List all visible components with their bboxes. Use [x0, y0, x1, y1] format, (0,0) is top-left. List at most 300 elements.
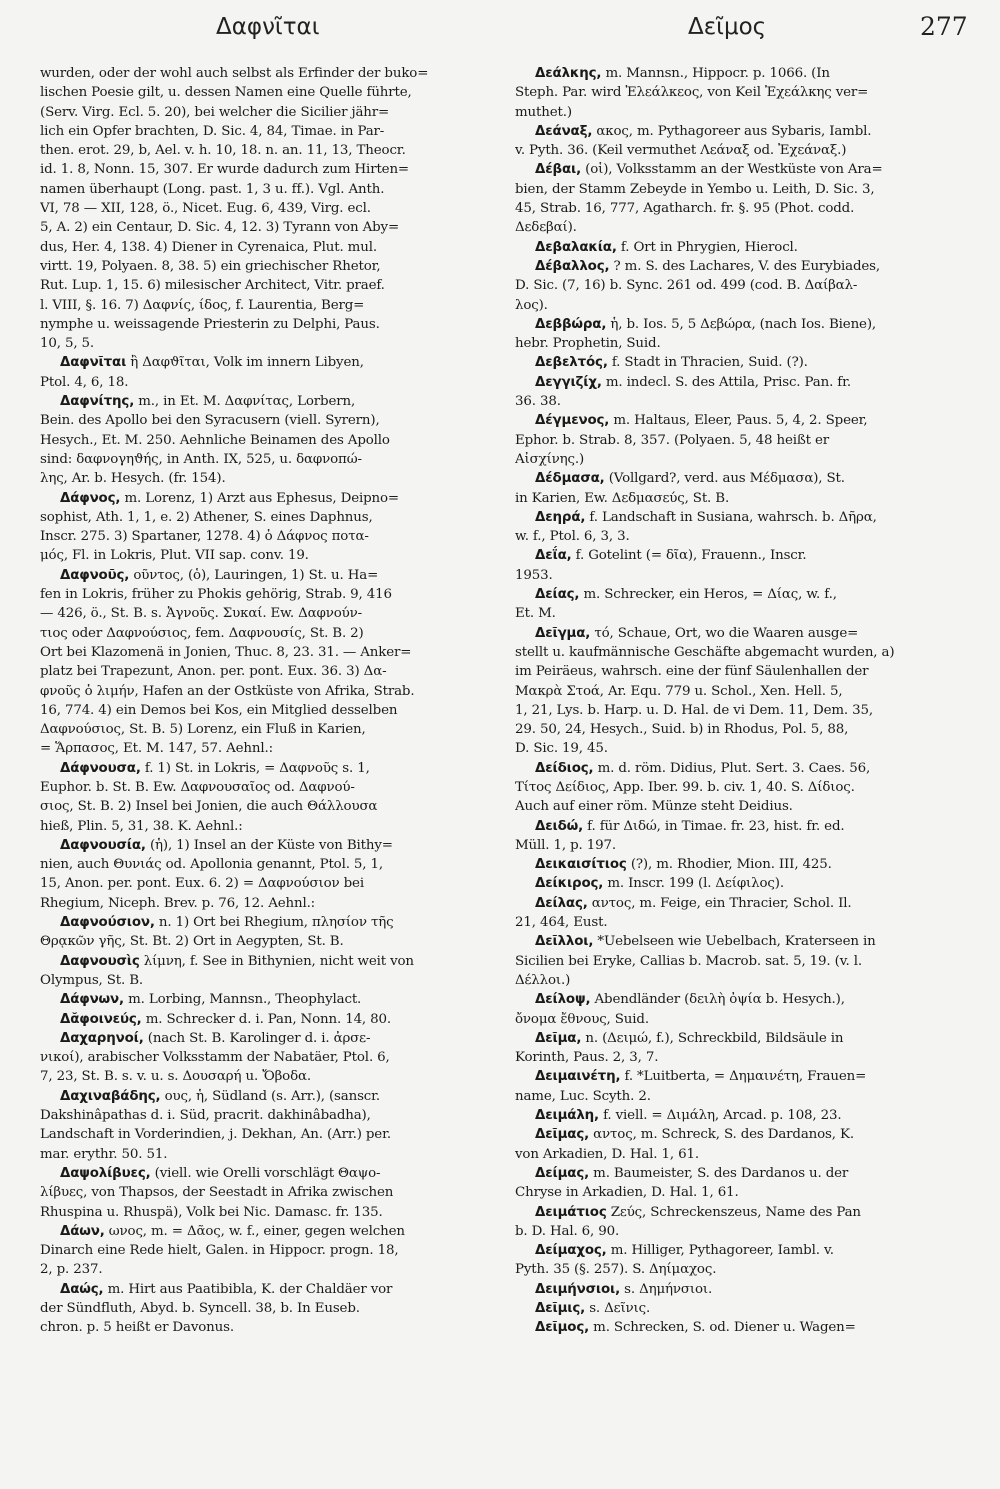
entry-text: sind: δαφνογηϑής, in Anth. IX, 525, u. δαφνοπώ- [40, 451, 362, 467]
entry-line [515, 1241, 972, 1260]
entry-text: 10, 5, 5. [40, 336, 95, 352]
entry-line [515, 1280, 972, 1299]
text-line [40, 334, 492, 353]
text-line [40, 469, 492, 488]
headword: Δεῖλλοι, [535, 934, 594, 950]
text-line [515, 701, 972, 720]
entry-text: λίβυες, von Thapsos, der Seestadt in Afrika zwischen [40, 1185, 394, 1201]
entry-text: ? m. S. des Lachares, V. des Eurybiades, [609, 258, 881, 274]
entry-text: 7, 23, St. B. s. v. u. s. Δουσαρή u. Ὄβοδα. [40, 1069, 312, 1085]
entry-line [515, 373, 972, 392]
text-line [40, 141, 492, 160]
text-line [515, 643, 972, 662]
text-line [40, 624, 492, 643]
entry-text: lischen Poesie gilt, u. dessen Namen eine Quelle führte, [40, 85, 412, 101]
text-line [515, 218, 972, 237]
text-line [40, 1260, 492, 1279]
entry-line [515, 1318, 972, 1337]
entry-text: m. Schrecker, ein Heros, = Δίας, w. f., [579, 587, 837, 603]
entry-text: f. Stadt in Thracien, Suid. (?). [607, 355, 808, 371]
entry-line [515, 315, 972, 334]
headword: Δειμάτιος [535, 1204, 607, 1220]
entry-line [40, 1029, 492, 1048]
entry-line [40, 1280, 492, 1299]
entry-line [40, 353, 492, 372]
headword: Δεικαισίτιος [535, 857, 627, 873]
entry-text: (ἡ), 1) Insel an der Küste von Bithy= [145, 837, 393, 853]
headword: Δαχιναβάδης, [60, 1088, 161, 1104]
entry-text: λίμνη, f. See in Bithynien, nicht weit von [139, 953, 414, 969]
entry-text: Rhegium, Niceph. Brev. p. 76, 12. Aehnl.: [40, 895, 316, 911]
headword: Δέδμασα, [535, 471, 605, 487]
entry-line [40, 836, 492, 855]
text-line [515, 971, 972, 990]
entry-text: Abendländer (δειλὴ ὀψία b. Hesych.), [590, 992, 845, 1008]
text-line [40, 373, 492, 392]
left-column [40, 64, 492, 1338]
entry-text: 2, p. 237. [40, 1262, 103, 1278]
entry-text: Et. M. [515, 606, 556, 622]
headword: Δεγγιζίχ, [535, 374, 602, 390]
entry-text: lich ein Opfer brachten, D. Sic. 4, 84, Timae. in Par- [40, 123, 385, 139]
text-line [40, 411, 492, 430]
entry-line [40, 952, 492, 971]
entry-text: Μακρὰ Στοά, Ar. Equ. 779 u. Schol., Xen. Hell. 5, [515, 683, 843, 699]
text-line [40, 1203, 492, 1222]
entry-text: Δεδεβαί). [515, 220, 577, 236]
entry-text: f. Landschaft in Susiana, wahrsch. b. Δῆρα, [585, 509, 877, 525]
entry-text: der Sündfluth, Abyd. b. Syncell. 38, b. In Euseb. [40, 1301, 360, 1316]
entry-text: σιος, St. B. 2) Insel bei Jonien, die auch Θάλλουσα [40, 799, 378, 815]
entry-text: 36. 38. [515, 394, 561, 410]
entry-line [40, 1222, 492, 1241]
text-line [40, 971, 492, 990]
entry-text: v. Pyth. 36. (Keil vermuthet Λεάναξ od. Ἐχεάναξ.) [515, 143, 847, 159]
entry-text: D. Sic. (7, 16) b. Sync. 261 od. 499 (cod. B. Δαίβαλ- [515, 278, 858, 294]
entry-text: f. für Διδώ, in Timae. fr. 23, hist. fr. ed. [583, 818, 845, 834]
headword: Δείλοψ, [535, 992, 591, 1008]
text-line [40, 739, 492, 758]
headword: Δείδιος, [535, 760, 594, 776]
text-line [40, 1048, 492, 1067]
headword: Δαχαρηνοί, [60, 1030, 144, 1046]
entry-text: m. indecl. S. des Attila, Prisc. Pan. fr. [601, 374, 851, 390]
entry-text: 21, 464, Eust. [515, 915, 608, 931]
entry-line [40, 1010, 492, 1029]
text-line [40, 1106, 492, 1125]
headword: Δαφνουσὶς [60, 953, 140, 969]
entry-line [515, 585, 972, 604]
headword: Δείμας, [535, 1165, 590, 1181]
entry-text: τιος oder Δαφνούσιος, fem. Δαφνουσίς, St. B. 2) [40, 625, 364, 641]
headword: Δαφνοῦς, [60, 567, 130, 583]
text-line [515, 913, 972, 932]
text-line [515, 431, 972, 450]
entry-text: Inscr. 275. 3) Spartaner, 1278. 4) ὁ Δάφνος ποτα- [40, 529, 369, 545]
entry-line [515, 122, 972, 141]
entry-text: Ephor. b. Strab. 8, 357. (Polyaen. 5, 48 heißt er [515, 432, 830, 448]
entry-text: m. Baumeister, S. des Dardanos u. der [589, 1165, 849, 1181]
entry-text: Dakshinâpathas d. i. Süd, pracrit. dakhinâbadha), [40, 1108, 371, 1124]
text-line [40, 932, 492, 951]
text-line [515, 276, 972, 295]
entry-text: namen überhaupt (Long. past. 1, 3 u. ff.). Vgl. Anth. [40, 181, 385, 197]
text-line [40, 1125, 492, 1144]
entry-text: m. Hirt aus Paatibibla, K. der Chaldäer vor [103, 1281, 393, 1297]
entry-text: von Arkadien, D. Hal. 1, 61. [515, 1146, 699, 1162]
entry-text: VI, 78 — XII, 128, ö., Nicet. Eug. 6, 439, Virg. ecl. [40, 201, 371, 217]
entry-line [515, 1106, 972, 1125]
entry-text: m. Schrecken, S. od. Diener u. Wagen= [589, 1320, 856, 1336]
entry-text: Korinth, Paus. 2, 3, 7. [515, 1050, 659, 1066]
text-line [515, 489, 972, 508]
headword: Δεηρά, [535, 509, 586, 525]
headword: Δεβαλακία, [535, 239, 617, 255]
entry-text: Pyth. 35 (§. 257). S. Δηίμαχος. [515, 1262, 717, 1278]
entry-text: f. viell. = Διμάλη, Arcad. p. 108, 23. [598, 1108, 842, 1124]
right-column [515, 64, 972, 1338]
entry-line [515, 1203, 972, 1222]
entry-text: mar. erythr. 50. 51. [40, 1146, 168, 1162]
entry-text: Chryse in Arkadien, D. Hal. 1, 61. [515, 1185, 739, 1201]
entry-text: hebr. Prophetin, Suid. [515, 336, 661, 352]
entry-line [515, 855, 972, 874]
text-line [515, 1145, 972, 1164]
text-line [40, 894, 492, 913]
entry-text: Ptol. 4, 6, 18. [40, 374, 129, 390]
text-line [40, 238, 492, 257]
text-line [40, 527, 492, 546]
entry-text: Steph. Par. wird Ἑλεάλκεος, von Keil Ἐχεάλκης ver= [515, 85, 869, 101]
entry-text: Δέλλοι.) [515, 972, 571, 988]
entry-text: m. Lorbing, Mannsn., Theophylact. [123, 992, 362, 1008]
entry-line [515, 411, 972, 430]
running-head-right: Δεῖμος [688, 14, 767, 40]
entry-line [40, 489, 492, 508]
entry-text: nien, auch Θυνιάς od. Apollonia genannt, Ptol. 5, 1, [40, 857, 383, 873]
entry-text: 1953. [515, 567, 553, 583]
entry-text: 29. 50, 24, Hesych., Suid. b) in Rhodus, Pol. 5, 88, [515, 722, 849, 738]
entry-text: Θρᾳκῶν γῆς, St. Bt. 2) Ort in Aegypten, St. B. [40, 934, 344, 950]
entry-text: Δαφνούσιος, St. B. 5) Lorenz, ein Fluß in Karien, [40, 722, 366, 738]
headword: Δεῖμας, [535, 1127, 590, 1143]
text-line [515, 1048, 972, 1067]
entry-text: Landschaft in Vorderindien, j. Dekhan, An. (Arr.) per. [40, 1127, 391, 1143]
text-line [515, 450, 972, 469]
text-line [40, 180, 492, 199]
text-line [40, 817, 492, 836]
entry-line [515, 894, 972, 913]
entry-line [515, 1125, 972, 1144]
text-line [40, 874, 492, 893]
text-line [40, 1067, 492, 1086]
entry-line [515, 1067, 972, 1086]
entry-line [515, 238, 972, 257]
headword: Δείμαχος, [535, 1243, 607, 1259]
entry-text: φνοῦς ὁ λιμήν, Hafen an der Ostküste von Afrika, Strab. [40, 683, 415, 699]
entry-text: 1, 21, Lys. b. Harp. u. D. Hal. de vi Dem. 11, Dem. 35, [515, 702, 873, 718]
text-line [515, 662, 972, 681]
entry-text: stellt u. kaufmännische Geschäfte abgemacht wurden, a) [515, 644, 895, 660]
text-line [40, 546, 492, 565]
text-line [40, 450, 492, 469]
entry-text: then. erot. 29, b, Ael. v. h. 10, 18. n. an. 11, 13, Theocr. [40, 143, 406, 159]
text-line [515, 199, 972, 218]
entry-text: m. Hilliger, Pythagoreer, Iambl. v. [606, 1243, 834, 1259]
headword: Δάων, [60, 1223, 105, 1239]
text-line [515, 720, 972, 739]
entry-text: — 426, ö., St. B. s. Ἀγνοῦς. Συκαί. Ew. Δαφνούν- [40, 606, 362, 622]
headword: Δεάναξ, [535, 123, 593, 139]
text-line [515, 141, 972, 160]
text-line [40, 1318, 492, 1337]
entry-text: in Karien, Ew. Δεδμασεύς, St. B. [515, 490, 730, 506]
headword: Δεῖμα, [535, 1030, 582, 1046]
text-line [515, 83, 972, 102]
headword: Δαφνίτης, [60, 394, 135, 410]
headword: Δέγμενος, [535, 413, 610, 429]
entry-text: name, Luc. Scyth. 2. [515, 1088, 651, 1104]
entry-line [515, 817, 972, 836]
text-line [515, 836, 972, 855]
text-line [515, 1183, 972, 1202]
headword: Δάφνων, [60, 992, 124, 1008]
entry-text: (Serv. Virg. Ecl. 5. 20), bei welcher die Sicilier jähr= [40, 104, 390, 120]
text-line [40, 103, 492, 122]
entry-line [515, 469, 972, 488]
headword: Δεάλκης, [535, 66, 602, 81]
text-line [40, 585, 492, 604]
text-line [515, 797, 972, 816]
headword: Δαφνουσία, [60, 837, 146, 853]
text-line [40, 1241, 492, 1260]
entry-line [40, 990, 492, 1009]
entry-text: hieß, Plin. 5, 31, 38. K. Aehnl.: [40, 818, 243, 834]
entry-text: nymphe u. weissagende Priesterin zu Delphi, Paus. [40, 316, 380, 332]
text-line [40, 199, 492, 218]
headword: Δείας, [535, 587, 580, 603]
entry-line [515, 759, 972, 778]
entry-text: f. Gotelint (= δῖα), Frauenn., Inscr. [571, 548, 807, 564]
entry-text: id. 1. 8, Nonn. 15, 307. Er wurde dadurch zum Hirten= [40, 162, 409, 178]
headword: Δᾰφοινεύς, [60, 1011, 142, 1027]
entry-text: s. Δεῖνις. [585, 1301, 651, 1316]
page-number: 277 [920, 12, 968, 41]
entry-line [515, 160, 972, 179]
entry-line [40, 392, 492, 411]
entry-text: (nach St. B. Karolinger d. i. ἀρσε- [143, 1030, 371, 1046]
entry-text: muthet.) [515, 104, 572, 120]
entry-text: *Uebelseen wie Uebelbach, Kraterseen in [593, 934, 876, 950]
headword: Δεΐα, [535, 548, 572, 564]
entry-text: m. Lorenz, 1) Arzt aus Ephesus, Deipno= [120, 490, 399, 506]
entry-text: n. 1) Ort bei Rhegium, πλησίον τῆς [154, 915, 394, 931]
text-line [515, 103, 972, 122]
text-line [40, 431, 492, 450]
entry-text: l. VIII, §. 16. 7) Δαφνίς, ίδος, f. Laurentia, Berg= [40, 297, 365, 313]
entry-text: 45, Strab. 16, 777, Agatharch. fr. §. 95 (Phot. codd. [515, 201, 855, 217]
text-line [40, 604, 492, 623]
headword: Δεῖμις, [535, 1301, 586, 1316]
entry-text: Bein. des Apollo bei den Syracusern (viell. Syrern), [40, 413, 380, 429]
text-line [40, 855, 492, 874]
headword: Δεῖγμα, [535, 625, 591, 641]
entry-line [515, 990, 972, 1009]
entry-text: Olympus, St. B. [40, 972, 144, 988]
entry-line [40, 913, 492, 932]
text-line [515, 334, 972, 353]
entry-text: virtt. 19, Polyaen. 8, 38. 5) ein griechischer Rhetor, [40, 258, 381, 274]
entry-text: f. *Luitberta, = Δημαινέτη, Frauen= [620, 1069, 867, 1085]
text-line [515, 604, 972, 623]
text-line [40, 122, 492, 141]
entry-text: ακος, m. Pythagoreer aus Sybaris, Iambl. [592, 123, 872, 139]
entry-line [515, 1164, 972, 1183]
text-line [40, 257, 492, 276]
entry-text: ωνος, m. = Δᾶος, w. f., einer, gegen welchen [104, 1223, 405, 1239]
entry-text: Rhuspina u. Rhuspä), Volk bei Nic. Damasc. fr. 135. [40, 1204, 383, 1220]
entry-text: (οἱ), Volksstamm an der Westküste von Ara= [581, 162, 883, 178]
headword: Δεβελτός, [535, 355, 608, 371]
entry-text: f. Ort in Phrygien, Hierocl. [616, 239, 798, 255]
text-line [515, 952, 972, 971]
text-line [515, 180, 972, 199]
text-line [515, 1010, 972, 1029]
entry-text: νικοί), arabischer Volksstamm der Nabatäer, Ptol. 6, [40, 1050, 390, 1066]
entry-text: Auch auf einer röm. Münze steht Deidius. [515, 799, 793, 815]
text-line [40, 662, 492, 681]
entry-line [515, 932, 972, 951]
entry-text: Dinarch eine Rede hielt, Galen. in Hippocr. progn. 18, [40, 1243, 399, 1259]
headword: Δειμαινέτη, [535, 1069, 621, 1085]
text-line [40, 83, 492, 102]
entry-text: Euphor. b. St. B. Ew. Δαφνουσαῖος od. Δαφνού- [40, 779, 355, 795]
entry-text: αντος, m. Schreck, S. des Dardanos, K. [589, 1127, 854, 1143]
entry-text: w. f., Ptol. 6, 3, 3. [515, 529, 630, 545]
headword: Δέβαλλος, [535, 258, 610, 274]
entry-text: m. Haltaus, Eleer, Paus. 5, 4, 2. Speer, [609, 413, 868, 429]
text-line [40, 276, 492, 295]
entry-text: bien, der Stamm Zebeyde in Yembo u. Leith, D. Sic. 3, [515, 181, 875, 197]
entry-text: οῦντος, (ὁ), Lauringen, 1) St. u. Ha= [129, 567, 379, 583]
headword: Δειμήνσιοι, [535, 1281, 621, 1297]
headword: Δαφνούσιον, [60, 915, 155, 931]
entry-text: fen in Lokris, früher zu Phokis gehörig, Strab. 9, 416 [40, 587, 392, 603]
entry-line [515, 1299, 972, 1318]
headword: Δαώς, [60, 1281, 104, 1297]
entry-text: dus, Her. 4, 138. 4) Diener in Cyrenaica, Plut. mul. [40, 239, 377, 255]
entry-text: b. D. Hal. 6, 90. [515, 1223, 620, 1239]
entry-text: λος). [515, 297, 548, 313]
entry-text: μός, Fl. in Lokris, Plut. VII sap. conv. 19. [40, 548, 309, 564]
entry-text: 5, A. 2) ein Centaur, D. Sic. 4, 12. 3) Tyrann von Aby= [40, 220, 400, 236]
entry-text: Αἰσχίνης.) [515, 451, 585, 467]
headword: Δαψολίβυες, [60, 1165, 151, 1181]
entry-text: chron. p. 5 heißt er Davonus. [40, 1320, 234, 1336]
entry-text: m. Schrecker d. i. Pan, Nonn. 14, 80. [141, 1011, 391, 1027]
entry-text: m., in Et. M. Δαφνίτας, Lorbern, [134, 394, 356, 410]
headword: Δεββώρα, [535, 316, 607, 332]
text-line [515, 392, 972, 411]
text-line [515, 566, 972, 585]
entry-text: Müll. 1, p. 197. [515, 837, 616, 853]
text-line [40, 315, 492, 334]
entry-text: Rut. Lup. 1, 15. 6) milesischer Architect, Vitr. praef. [40, 278, 385, 294]
entry-text: ἢ Δαφϑῖται, Volk im innern Libyen, [126, 355, 364, 371]
text-line [40, 218, 492, 237]
entry-text: αντος, m. Feige, ein Thracier, Schol. Il. [587, 895, 852, 911]
entry-text: D. Sic. 19, 45. [515, 741, 608, 757]
headword: Δείλας, [535, 895, 588, 911]
entry-line [40, 1087, 492, 1106]
entry-text: im Peiräeus, wahrsch. eine der fünf Säulenhallen der [515, 664, 869, 680]
headword: Δειμάλη, [535, 1108, 599, 1124]
headword: Δειδώ, [535, 818, 584, 834]
text-line [40, 1183, 492, 1202]
entry-line [40, 1164, 492, 1183]
entry-line [515, 508, 972, 527]
entry-text: Hesych., Et. M. 250. Aehnliche Beinamen des Apollo [40, 432, 390, 448]
page-header [0, 0, 1000, 52]
entry-text: 16, 774. 4) ein Demos bei Kos, ein Mitglied desselben [40, 702, 398, 718]
text-line [40, 64, 492, 83]
entry-text: sophist, Ath. 1, 1, e. 2) Athener, S. eines Daphnus, [40, 509, 373, 525]
text-line [40, 701, 492, 720]
entry-text: m. Inscr. 199 (l. Δείφιλος). [603, 876, 784, 892]
entry-text: wurden, oder der wohl auch selbst als Erfinder der buko= [40, 66, 429, 81]
entry-text: λης, Ar. b. Hesych. (fr. 154). [40, 471, 226, 487]
text-line [40, 508, 492, 527]
text-line [40, 797, 492, 816]
entry-text: = Ἅρπασος, Et. M. 147, 57. Aehnl.: [40, 741, 273, 757]
entry-line [515, 257, 972, 276]
text-line [40, 1299, 492, 1318]
entry-text: ἡ, b. Ios. 5, 5 Δεβώρα, (nach Ios. Biene), [606, 316, 877, 332]
text-line [515, 296, 972, 315]
text-line [515, 682, 972, 701]
headword: Δάφνος, [60, 490, 121, 506]
text-line [515, 739, 972, 758]
entry-text: n. (Δειμώ, f.), Schreckbild, Bildsäule in [581, 1030, 844, 1046]
entry-text: (Vollgard?, verd. aus Μέδμασα), St. [604, 471, 845, 487]
headword: Δείκιρος, [535, 876, 604, 892]
entry-text: Sicilien bei Eryke, Callias b. Macrob. sat. 5, 19. (v. l. [515, 953, 862, 969]
entry-text: τό, Schaue, Ort, wo die Waaren ausge= [590, 625, 859, 641]
entry-text: platz bei Trapezunt, Anon. per. pont. Eux. 36. 3) Δα- [40, 664, 387, 680]
entry-text: ους, ἡ, Südland (s. Arr.), (sanscr. [160, 1088, 381, 1104]
headword: Δεῖμος, [535, 1320, 590, 1336]
entry-line [515, 353, 972, 372]
entry-line [515, 1029, 972, 1048]
entry-text: 15, Anon. per. pont. Eux. 6. 2) = Δαφνούσιον bei [40, 876, 364, 892]
text-line [40, 778, 492, 797]
entry-text: Ort bei Klazomenä in Jonien, Thuc. 8, 23. 31. — Anker= [40, 644, 412, 660]
entry-text: s. Δημήνσιοι. [620, 1281, 713, 1297]
entry-text: Ζεύς, Schreckenszeus, Name des Pan [606, 1204, 861, 1220]
entry-text: m. d. röm. Didius, Plut. Sert. 3. Caes. 56, [593, 760, 871, 776]
entry-line [515, 64, 972, 83]
entry-text: Τίτος Δείδιος, App. Iber. 99. b. civ. 1, 40. S. Δίδιος. [515, 779, 855, 795]
entry-text: ὄνομα ἔθνους, Suid. [515, 1011, 649, 1027]
entry-line [515, 546, 972, 565]
headword: Δαφνῖται [60, 355, 127, 371]
text-line [515, 1222, 972, 1241]
entry-line [515, 624, 972, 643]
text-line [40, 296, 492, 315]
text-line [40, 160, 492, 179]
entry-text: (?), m. Rhodier, Mion. III, 425. [626, 857, 832, 873]
entry-line [40, 566, 492, 585]
